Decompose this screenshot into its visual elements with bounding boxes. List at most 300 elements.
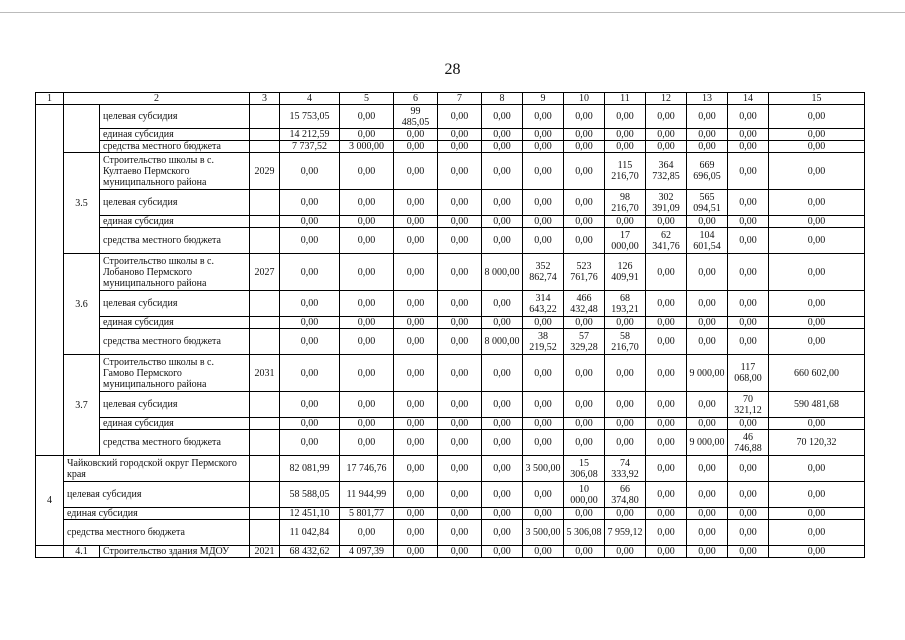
value-cell: 0,00 — [728, 317, 769, 329]
table-row — [36, 430, 865, 456]
value-cell: 0,00 — [394, 254, 438, 291]
table-row — [36, 520, 865, 546]
value-cell: 14 212,59 — [280, 129, 340, 141]
year-cell — [250, 430, 280, 456]
table-row — [36, 254, 865, 291]
value-cell: 0,00 — [438, 291, 482, 317]
value-cell: 669 696,05 — [687, 153, 728, 190]
value-cell: 0,00 — [646, 508, 687, 520]
table-row — [36, 105, 865, 129]
value-cell: 0,00 — [769, 418, 865, 430]
value-cell: 0,00 — [646, 418, 687, 430]
value-cell: 0,00 — [687, 317, 728, 329]
value-cell: 0,00 — [438, 190, 482, 216]
value-cell: 0,00 — [280, 291, 340, 317]
value-cell: 0,00 — [280, 228, 340, 254]
value-cell: 0,00 — [523, 141, 564, 153]
value-cell: 126 409,91 — [605, 254, 646, 291]
value-cell: 0,00 — [280, 216, 340, 228]
value-cell: 0,00 — [340, 430, 394, 456]
value-cell: 565 094,51 — [687, 190, 728, 216]
value-cell: 0,00 — [564, 418, 605, 430]
value-cell: 0,00 — [438, 254, 482, 291]
year-cell — [250, 508, 280, 520]
table-row — [36, 228, 865, 254]
value-cell: 0,00 — [394, 190, 438, 216]
value-cell: 0,00 — [687, 508, 728, 520]
value-cell: 352 862,74 — [523, 254, 564, 291]
group-number-cell: 4 — [36, 456, 64, 546]
value-cell: 0,00 — [728, 291, 769, 317]
value-cell: 0,00 — [482, 153, 523, 190]
item-name-cell: Строительство школы в с. Гамово Пермского муниципального района — [100, 355, 250, 392]
value-cell: 0,00 — [340, 216, 394, 228]
value-cell: 0,00 — [438, 456, 482, 482]
value-cell: 57 329,28 — [564, 329, 605, 355]
value-cell: 0,00 — [482, 392, 523, 418]
col-header: 2 — [64, 93, 250, 105]
subsection-number-cell: 4.1 — [64, 546, 100, 558]
value-cell: 590 481,68 — [769, 392, 865, 418]
value-cell: 0,00 — [482, 482, 523, 508]
value-cell: 0,00 — [340, 317, 394, 329]
value-cell: 0,00 — [605, 105, 646, 129]
value-cell: 0,00 — [280, 254, 340, 291]
col-header: 13 — [687, 93, 728, 105]
value-cell: 0,00 — [728, 329, 769, 355]
value-cell: 70 120,32 — [769, 430, 865, 456]
value-cell: 0,00 — [646, 430, 687, 456]
value-cell: 0,00 — [687, 105, 728, 129]
value-cell: 0,00 — [646, 355, 687, 392]
value-cell: 0,00 — [482, 508, 523, 520]
year-cell: 2031 — [250, 355, 280, 392]
value-cell: 0,00 — [728, 153, 769, 190]
value-cell: 0,00 — [687, 141, 728, 153]
value-cell: 0,00 — [482, 216, 523, 228]
value-cell: 0,00 — [687, 216, 728, 228]
value-cell: 0,00 — [605, 430, 646, 456]
value-cell: 68 193,21 — [605, 291, 646, 317]
value-cell: 62 341,76 — [646, 228, 687, 254]
value-cell: 0,00 — [605, 508, 646, 520]
value-cell: 0,00 — [605, 355, 646, 392]
year-cell: 2021 — [250, 546, 280, 558]
year-cell — [250, 520, 280, 546]
item-name-cell: единая субсидия — [100, 317, 250, 329]
header-row — [36, 93, 865, 105]
col-header: 4 — [280, 93, 340, 105]
item-name-cell: единая субсидия — [100, 129, 250, 141]
value-cell: 82 081,99 — [280, 456, 340, 482]
value-cell: 0,00 — [340, 190, 394, 216]
value-cell: 314 643,22 — [523, 291, 564, 317]
subsection-number-cell: 3.7 — [64, 355, 100, 456]
value-cell: 0,00 — [769, 129, 865, 141]
value-cell: 0,00 — [340, 291, 394, 317]
value-cell: 0,00 — [523, 430, 564, 456]
item-name-cell: Чайковский городской округ Пермского края — [64, 456, 250, 482]
value-cell: 0,00 — [564, 546, 605, 558]
value-cell: 0,00 — [687, 456, 728, 482]
page-number: 28 — [444, 61, 461, 78]
value-cell: 0,00 — [340, 329, 394, 355]
value-cell: 0,00 — [646, 291, 687, 317]
col-header: 11 — [605, 93, 646, 105]
col-header: 1 — [36, 93, 64, 105]
col-header: 10 — [564, 93, 605, 105]
value-cell: 46 746,88 — [728, 430, 769, 456]
value-cell: 0,00 — [646, 520, 687, 546]
value-cell: 58 588,05 — [280, 482, 340, 508]
value-cell: 0,00 — [646, 392, 687, 418]
value-cell: 0,00 — [728, 546, 769, 558]
value-cell: 0,00 — [564, 190, 605, 216]
value-cell: 0,00 — [646, 482, 687, 508]
value-cell: 0,00 — [564, 141, 605, 153]
value-cell: 58 216,70 — [605, 329, 646, 355]
value-cell: 0,00 — [564, 317, 605, 329]
value-cell: 0,00 — [482, 520, 523, 546]
value-cell: 0,00 — [646, 105, 687, 129]
value-cell: 0,00 — [728, 508, 769, 520]
table-row — [36, 153, 865, 190]
col-header: 12 — [646, 93, 687, 105]
year-cell — [250, 216, 280, 228]
value-cell: 0,00 — [523, 508, 564, 520]
year-cell: 2029 — [250, 153, 280, 190]
value-cell: 0,00 — [769, 141, 865, 153]
value-cell: 11 944,99 — [340, 482, 394, 508]
value-cell: 0,00 — [769, 329, 865, 355]
value-cell: 0,00 — [769, 291, 865, 317]
value-cell: 0,00 — [482, 430, 523, 456]
value-cell: 0,00 — [523, 129, 564, 141]
value-cell: 0,00 — [523, 228, 564, 254]
value-cell: 0,00 — [438, 105, 482, 129]
value-cell: 0,00 — [687, 129, 728, 141]
value-cell: 3 500,00 — [523, 456, 564, 482]
item-name-cell: средства местного бюджета — [100, 430, 250, 456]
item-name-cell: единая субсидия — [100, 418, 250, 430]
subsection-number-cell: 3.6 — [64, 254, 100, 355]
value-cell: 0,00 — [280, 190, 340, 216]
value-cell: 0,00 — [394, 546, 438, 558]
value-cell: 74 333,92 — [605, 456, 646, 482]
table-row — [36, 291, 865, 317]
value-cell: 66 374,80 — [605, 482, 646, 508]
value-cell: 0,00 — [482, 291, 523, 317]
year-cell: 2027 — [250, 254, 280, 291]
value-cell: 15 753,05 — [280, 105, 340, 129]
value-cell: 0,00 — [646, 216, 687, 228]
value-cell: 0,00 — [523, 153, 564, 190]
value-cell: 0,00 — [394, 430, 438, 456]
year-cell — [250, 105, 280, 129]
value-cell: 0,00 — [340, 392, 394, 418]
value-cell: 0,00 — [438, 546, 482, 558]
value-cell: 0,00 — [394, 153, 438, 190]
value-cell: 0,00 — [646, 317, 687, 329]
value-cell: 7 959,12 — [605, 520, 646, 546]
item-name-cell: целевая субсидия — [64, 482, 250, 508]
value-cell: 0,00 — [646, 456, 687, 482]
value-cell: 0,00 — [564, 392, 605, 418]
table-row — [36, 141, 865, 153]
value-cell: 0,00 — [280, 430, 340, 456]
year-cell — [250, 418, 280, 430]
value-cell: 5 306,08 — [564, 520, 605, 546]
item-name-cell: целевая субсидия — [100, 291, 250, 317]
year-cell — [250, 291, 280, 317]
value-cell: 0,00 — [280, 392, 340, 418]
value-cell: 660 602,00 — [769, 355, 865, 392]
item-name-cell: средства местного бюджета — [64, 520, 250, 546]
col-header: 9 — [523, 93, 564, 105]
item-name-cell: Строительство школы в с. Култаево Пермского муниципального района — [100, 153, 250, 190]
value-cell: 0,00 — [646, 546, 687, 558]
value-cell: 0,00 — [394, 291, 438, 317]
value-cell: 0,00 — [438, 355, 482, 392]
value-cell: 0,00 — [438, 153, 482, 190]
value-cell: 0,00 — [564, 508, 605, 520]
value-cell: 0,00 — [340, 153, 394, 190]
item-name-cell: средства местного бюджета — [100, 228, 250, 254]
year-cell — [250, 329, 280, 355]
value-cell: 0,00 — [728, 129, 769, 141]
value-cell: 9 000,00 — [687, 430, 728, 456]
value-cell: 3 500,00 — [523, 520, 564, 546]
col-header: 14 — [728, 93, 769, 105]
value-cell: 0,00 — [482, 105, 523, 129]
year-cell — [250, 228, 280, 254]
value-cell: 104 601,54 — [687, 228, 728, 254]
col-header: 8 — [482, 93, 523, 105]
value-cell: 0,00 — [564, 228, 605, 254]
col-header: 7 — [438, 93, 482, 105]
value-cell: 0,00 — [394, 216, 438, 228]
value-cell: 0,00 — [523, 317, 564, 329]
value-cell: 0,00 — [605, 129, 646, 141]
item-name-cell: средства местного бюджета — [100, 329, 250, 355]
value-cell: 0,00 — [564, 355, 605, 392]
group-number-cell — [36, 105, 64, 456]
value-cell: 0,00 — [769, 546, 865, 558]
col-header: 5 — [340, 93, 394, 105]
value-cell: 0,00 — [605, 141, 646, 153]
item-name-cell: средства местного бюджета — [100, 141, 250, 153]
value-cell: 0,00 — [728, 216, 769, 228]
value-cell: 0,00 — [728, 141, 769, 153]
value-cell: 0,00 — [646, 254, 687, 291]
value-cell: 0,00 — [438, 392, 482, 418]
col-header: 6 — [394, 93, 438, 105]
value-cell: 0,00 — [482, 228, 523, 254]
value-cell: 0,00 — [394, 317, 438, 329]
value-cell: 0,00 — [438, 129, 482, 141]
value-cell: 0,00 — [769, 105, 865, 129]
col-header: 15 — [769, 93, 865, 105]
value-cell: 17 746,76 — [340, 456, 394, 482]
value-cell: 0,00 — [728, 520, 769, 546]
value-cell: 3 000,00 — [340, 141, 394, 153]
value-cell: 4 097,39 — [340, 546, 394, 558]
value-cell: 0,00 — [482, 317, 523, 329]
item-name-cell: единая субсидия — [100, 216, 250, 228]
value-cell: 0,00 — [523, 482, 564, 508]
value-cell: 38 219,52 — [523, 329, 564, 355]
table-row — [36, 329, 865, 355]
value-cell: 0,00 — [523, 190, 564, 216]
value-cell: 0,00 — [482, 546, 523, 558]
year-cell — [250, 317, 280, 329]
value-cell: 0,00 — [769, 508, 865, 520]
year-cell — [250, 482, 280, 508]
value-cell: 0,00 — [394, 482, 438, 508]
value-cell: 0,00 — [728, 254, 769, 291]
value-cell: 7 737,52 — [280, 141, 340, 153]
value-cell: 0,00 — [728, 105, 769, 129]
value-cell: 5 801,77 — [340, 508, 394, 520]
value-cell: 0,00 — [280, 418, 340, 430]
item-name-cell: единая субсидия — [64, 508, 250, 520]
value-cell: 0,00 — [340, 105, 394, 129]
value-cell: 0,00 — [728, 418, 769, 430]
table-row — [36, 418, 865, 430]
col-header: 3 — [250, 93, 280, 105]
value-cell: 9 000,00 — [687, 355, 728, 392]
value-cell: 0,00 — [394, 129, 438, 141]
table-row — [36, 190, 865, 216]
year-cell — [250, 129, 280, 141]
value-cell: 0,00 — [769, 520, 865, 546]
value-cell: 0,00 — [280, 329, 340, 355]
value-cell: 0,00 — [438, 430, 482, 456]
value-cell: 0,00 — [523, 418, 564, 430]
value-cell: 0,00 — [394, 355, 438, 392]
value-cell: 0,00 — [280, 153, 340, 190]
value-cell: 115 216,70 — [605, 153, 646, 190]
value-cell: 0,00 — [605, 317, 646, 329]
budget-table — [35, 92, 865, 558]
value-cell: 0,00 — [523, 216, 564, 228]
value-cell: 8 000,00 — [482, 254, 523, 291]
value-cell: 0,00 — [482, 355, 523, 392]
table-row — [36, 508, 865, 520]
value-cell: 0,00 — [438, 520, 482, 546]
value-cell: 0,00 — [769, 254, 865, 291]
value-cell: 0,00 — [605, 546, 646, 558]
value-cell: 0,00 — [564, 129, 605, 141]
item-name-cell: целевая субсидия — [100, 392, 250, 418]
value-cell: 0,00 — [523, 355, 564, 392]
value-cell: 0,00 — [438, 508, 482, 520]
value-cell: 0,00 — [564, 105, 605, 129]
value-cell: 0,00 — [438, 329, 482, 355]
value-cell: 0,00 — [280, 355, 340, 392]
value-cell: 17 000,00 — [605, 228, 646, 254]
value-cell: 0,00 — [728, 228, 769, 254]
value-cell: 98 216,70 — [605, 190, 646, 216]
subsection-number-cell — [64, 105, 100, 153]
item-name-cell: целевая субсидия — [100, 190, 250, 216]
item-name-cell: Строительство школы в с. Лобаново Пермского муниципального района — [100, 254, 250, 291]
table-row — [36, 129, 865, 141]
value-cell: 0,00 — [769, 190, 865, 216]
value-cell: 0,00 — [523, 546, 564, 558]
value-cell: 0,00 — [482, 456, 523, 482]
value-cell: 0,00 — [523, 392, 564, 418]
value-cell: 10 000,00 — [564, 482, 605, 508]
table-row — [36, 216, 865, 228]
value-cell: 0,00 — [394, 418, 438, 430]
value-cell: 0,00 — [340, 355, 394, 392]
value-cell: 0,00 — [728, 482, 769, 508]
top-border-line — [0, 12, 905, 13]
value-cell: 12 451,10 — [280, 508, 340, 520]
year-cell — [250, 392, 280, 418]
value-cell: 0,00 — [394, 141, 438, 153]
group-number-cell — [36, 546, 64, 558]
value-cell: 0,00 — [280, 317, 340, 329]
table-row — [36, 546, 865, 558]
value-cell: 0,00 — [769, 216, 865, 228]
value-cell: 364 732,85 — [646, 153, 687, 190]
value-cell: 0,00 — [687, 392, 728, 418]
value-cell: 0,00 — [646, 129, 687, 141]
item-name-cell: целевая субсидия — [100, 105, 250, 129]
year-cell — [250, 190, 280, 216]
value-cell: 0,00 — [438, 228, 482, 254]
value-cell: 0,00 — [394, 456, 438, 482]
value-cell: 0,00 — [687, 254, 728, 291]
value-cell: 0,00 — [438, 317, 482, 329]
item-name-cell: Строительство здания МДОУ — [100, 546, 250, 558]
value-cell: 0,00 — [482, 418, 523, 430]
value-cell: 0,00 — [687, 329, 728, 355]
value-cell: 0,00 — [394, 329, 438, 355]
value-cell: 0,00 — [769, 153, 865, 190]
value-cell: 0,00 — [523, 105, 564, 129]
value-cell: 0,00 — [340, 228, 394, 254]
year-cell — [250, 141, 280, 153]
value-cell: 11 042,84 — [280, 520, 340, 546]
value-cell: 15 306,08 — [564, 456, 605, 482]
value-cell: 0,00 — [438, 482, 482, 508]
value-cell: 0,00 — [728, 456, 769, 482]
value-cell: 0,00 — [340, 254, 394, 291]
value-cell: 0,00 — [687, 418, 728, 430]
value-cell: 0,00 — [728, 190, 769, 216]
value-cell: 117 068,00 — [728, 355, 769, 392]
value-cell: 8 000,00 — [482, 329, 523, 355]
value-cell: 0,00 — [394, 508, 438, 520]
value-cell: 99 485,05 — [394, 105, 438, 129]
value-cell: 0,00 — [482, 190, 523, 216]
value-cell: 0,00 — [687, 546, 728, 558]
value-cell: 0,00 — [394, 392, 438, 418]
table-row — [36, 482, 865, 508]
value-cell: 523 761,76 — [564, 254, 605, 291]
value-cell: 70 321,12 — [728, 392, 769, 418]
value-cell: 0,00 — [340, 129, 394, 141]
value-cell: 0,00 — [646, 141, 687, 153]
value-cell: 0,00 — [340, 418, 394, 430]
value-cell: 0,00 — [394, 228, 438, 254]
year-cell — [250, 456, 280, 482]
value-cell: 0,00 — [564, 153, 605, 190]
value-cell: 0,00 — [438, 141, 482, 153]
